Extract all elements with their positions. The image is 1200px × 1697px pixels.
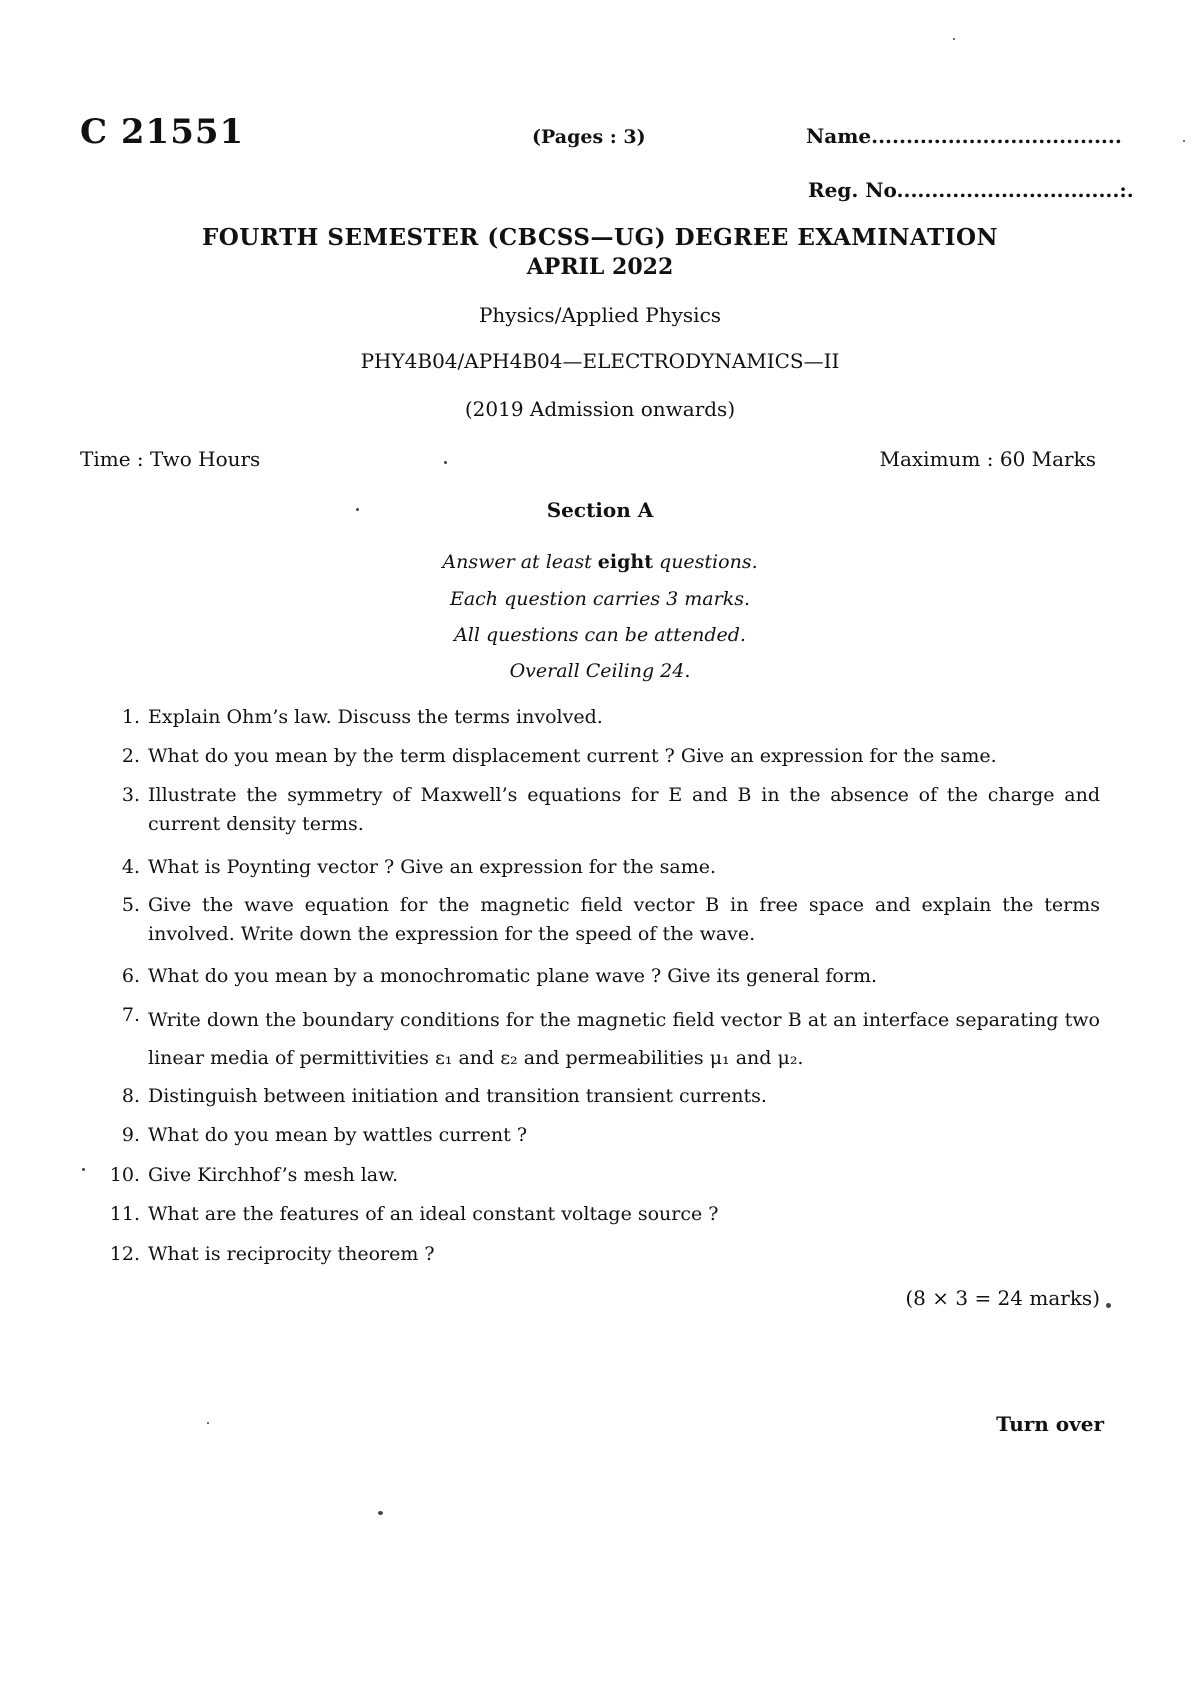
section-marks-total: (8 × 3 = 24 marks): [905, 1286, 1100, 1310]
scan-speck: [444, 461, 447, 464]
admission-note: (2019 Admission onwards): [464, 397, 736, 421]
question-text: What do you mean by the term displacement current ? Give an expression for the same.: [148, 745, 997, 767]
paper-code-title: PHY4B04/APH4B04—ELECTRODYNAMICS—II: [360, 349, 840, 373]
question-text: What do you mean by wattles current ?: [148, 1124, 528, 1146]
question-text: Give Kirchhof’s mesh law.: [148, 1164, 399, 1186]
reg-no-field: Reg. No................................:.: [808, 178, 1134, 202]
question-number: 7.: [121, 1004, 140, 1026]
question-text: What are the features of an ideal constant voltage source ?: [148, 1203, 719, 1225]
instruction-attempt-count: eight: [597, 551, 653, 573]
subject: Physics/Applied Physics: [478, 303, 722, 327]
name-field: Name....................................: [806, 124, 1122, 148]
maximum-marks: Maximum : 60 Marks: [879, 447, 1096, 471]
question-number: 8.: [121, 1085, 140, 1107]
question-text: Distinguish between initiation and transition transient currents.: [148, 1085, 767, 1107]
instruction-attempt-a: Answer at least: [442, 551, 592, 573]
question-number: 2.: [121, 745, 140, 767]
exam-title: FOURTH SEMESTER (CBCSS—UG) DEGREE EXAMINATION: [201, 224, 999, 251]
question-number: 4.: [121, 856, 140, 878]
scan-speck: [356, 508, 359, 511]
scan-speck: [378, 1511, 383, 1515]
scan-speck: [1183, 140, 1185, 142]
question-text: Explain Ohm’s law. Discuss the terms involved.: [148, 706, 603, 728]
instruction-ceiling: Overall Ceiling 24.: [509, 660, 691, 682]
question-text: Give the wave equation for the magnetic field vector B in free space and explain the terms involved. Write down the expression for the speed of the wave.: [148, 894, 1100, 945]
scan-speck: [953, 38, 955, 40]
time-allowed: Time : Two Hours: [80, 447, 261, 471]
scan-speck: [207, 1422, 209, 1424]
question-text: What do you mean by a monochromatic plane wave ? Give its general form.: [148, 965, 878, 987]
question-number: 9.: [121, 1124, 140, 1146]
scan-speck: [1106, 1303, 1111, 1308]
question-text: What is Poynting vector ? Give an expression for the same.: [148, 856, 716, 878]
instruction-attempt: [0, 551, 1200, 573]
question-text: Illustrate the symmetry of Maxwell’s equations for E and B in the absence of the charge and current density terms.: [148, 784, 1100, 835]
instruction-marks: Each question carries 3 marks.: [449, 588, 751, 610]
question-number: 6.: [121, 965, 140, 987]
question-number: 5.: [121, 894, 140, 916]
question-paper-code: C 21551: [80, 112, 245, 152]
instruction-attend: All questions can be attended.: [454, 624, 746, 646]
instruction-attempt-b: questions.: [659, 551, 758, 573]
section-heading: Section A: [546, 498, 654, 522]
question-number: 11.: [109, 1203, 140, 1225]
question-number: 12.: [109, 1243, 140, 1265]
question-text: What is reciprocity theorem ?: [148, 1243, 435, 1265]
question-number: 1.: [121, 706, 140, 728]
page-count: (Pages : 3): [532, 126, 646, 148]
turn-over-note: Turn over: [996, 1412, 1104, 1436]
question-number: 10.: [109, 1164, 140, 1186]
question-text: Write down the boundary conditions for the magnetic field vector B at an interface separating two linear media of permittivities ε₁ and ε₂ and permeabilities μ₁ and μ₂.: [148, 1009, 1100, 1069]
exam-date: APRIL 2022: [526, 254, 674, 280]
question-number: 3.: [121, 784, 140, 806]
scan-speck: [82, 1168, 85, 1171]
